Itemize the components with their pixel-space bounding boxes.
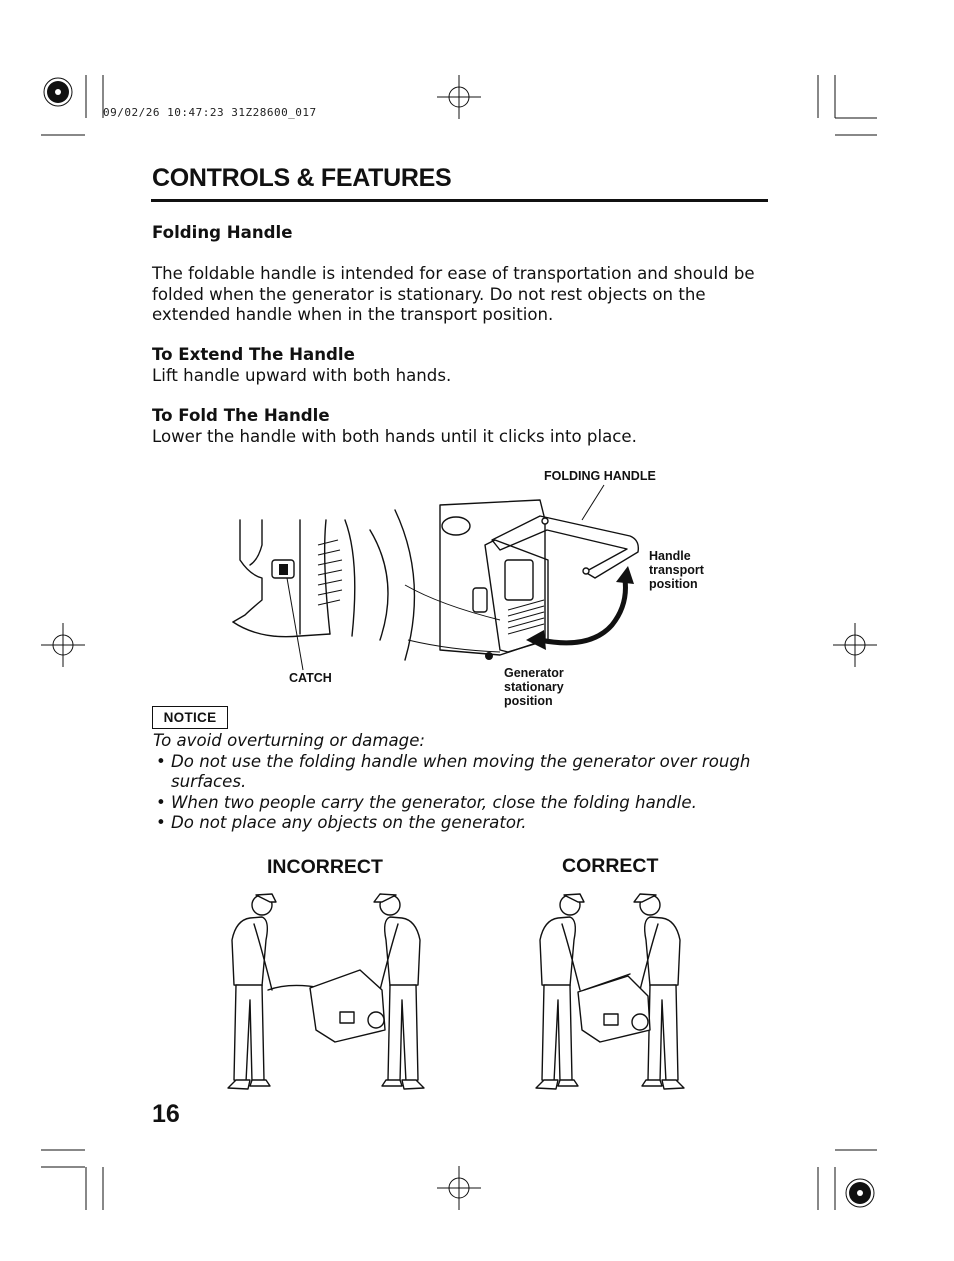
extend-heading: To Extend The Handle — [152, 345, 355, 364]
notice-item: • Do not use the folding handle when moving the generator over rough surfaces. — [156, 751, 751, 791]
label-catch: CATCH — [289, 671, 332, 685]
fold-heading: To Fold The Handle — [152, 406, 330, 425]
print-stamp: 09/02/26 10:47:23 31Z28600_017 — [103, 106, 317, 119]
fold-text: Lower the handle with both hands until it clicks into place. — [152, 427, 637, 446]
label-handle-transport-position: Handle transport position — [649, 549, 704, 591]
section-title: CONTROLS & FEATURES — [152, 164, 452, 192]
folding-handle-intro: The foldable handle is intended for ease of transportation and should be folded when the generator is stationary. Do not rest objects on the extended handle when in the transport position. — [152, 264, 755, 324]
folding-handle-heading: Folding Handle — [152, 223, 293, 242]
notice-item: • Do not place any objects on the generator. — [156, 813, 527, 832]
extend-text: Lift handle upward with both hands. — [152, 366, 452, 385]
label-generator-stationary-position: Generator stationary position — [504, 666, 564, 708]
page-number: 16 — [152, 1100, 180, 1128]
correct-label: CORRECT — [562, 855, 659, 877]
notice-item: • When two people carry the generator, close the folding handle. — [156, 792, 697, 812]
person-left — [536, 894, 584, 1089]
incorrect-label: INCORRECT — [267, 856, 383, 878]
generator-handle-folded — [578, 974, 650, 1042]
notice-label: NOTICE — [152, 706, 228, 729]
notice-intro: To avoid overturning or damage: — [153, 731, 425, 750]
label-folding-handle: FOLDING HANDLE — [544, 469, 656, 483]
